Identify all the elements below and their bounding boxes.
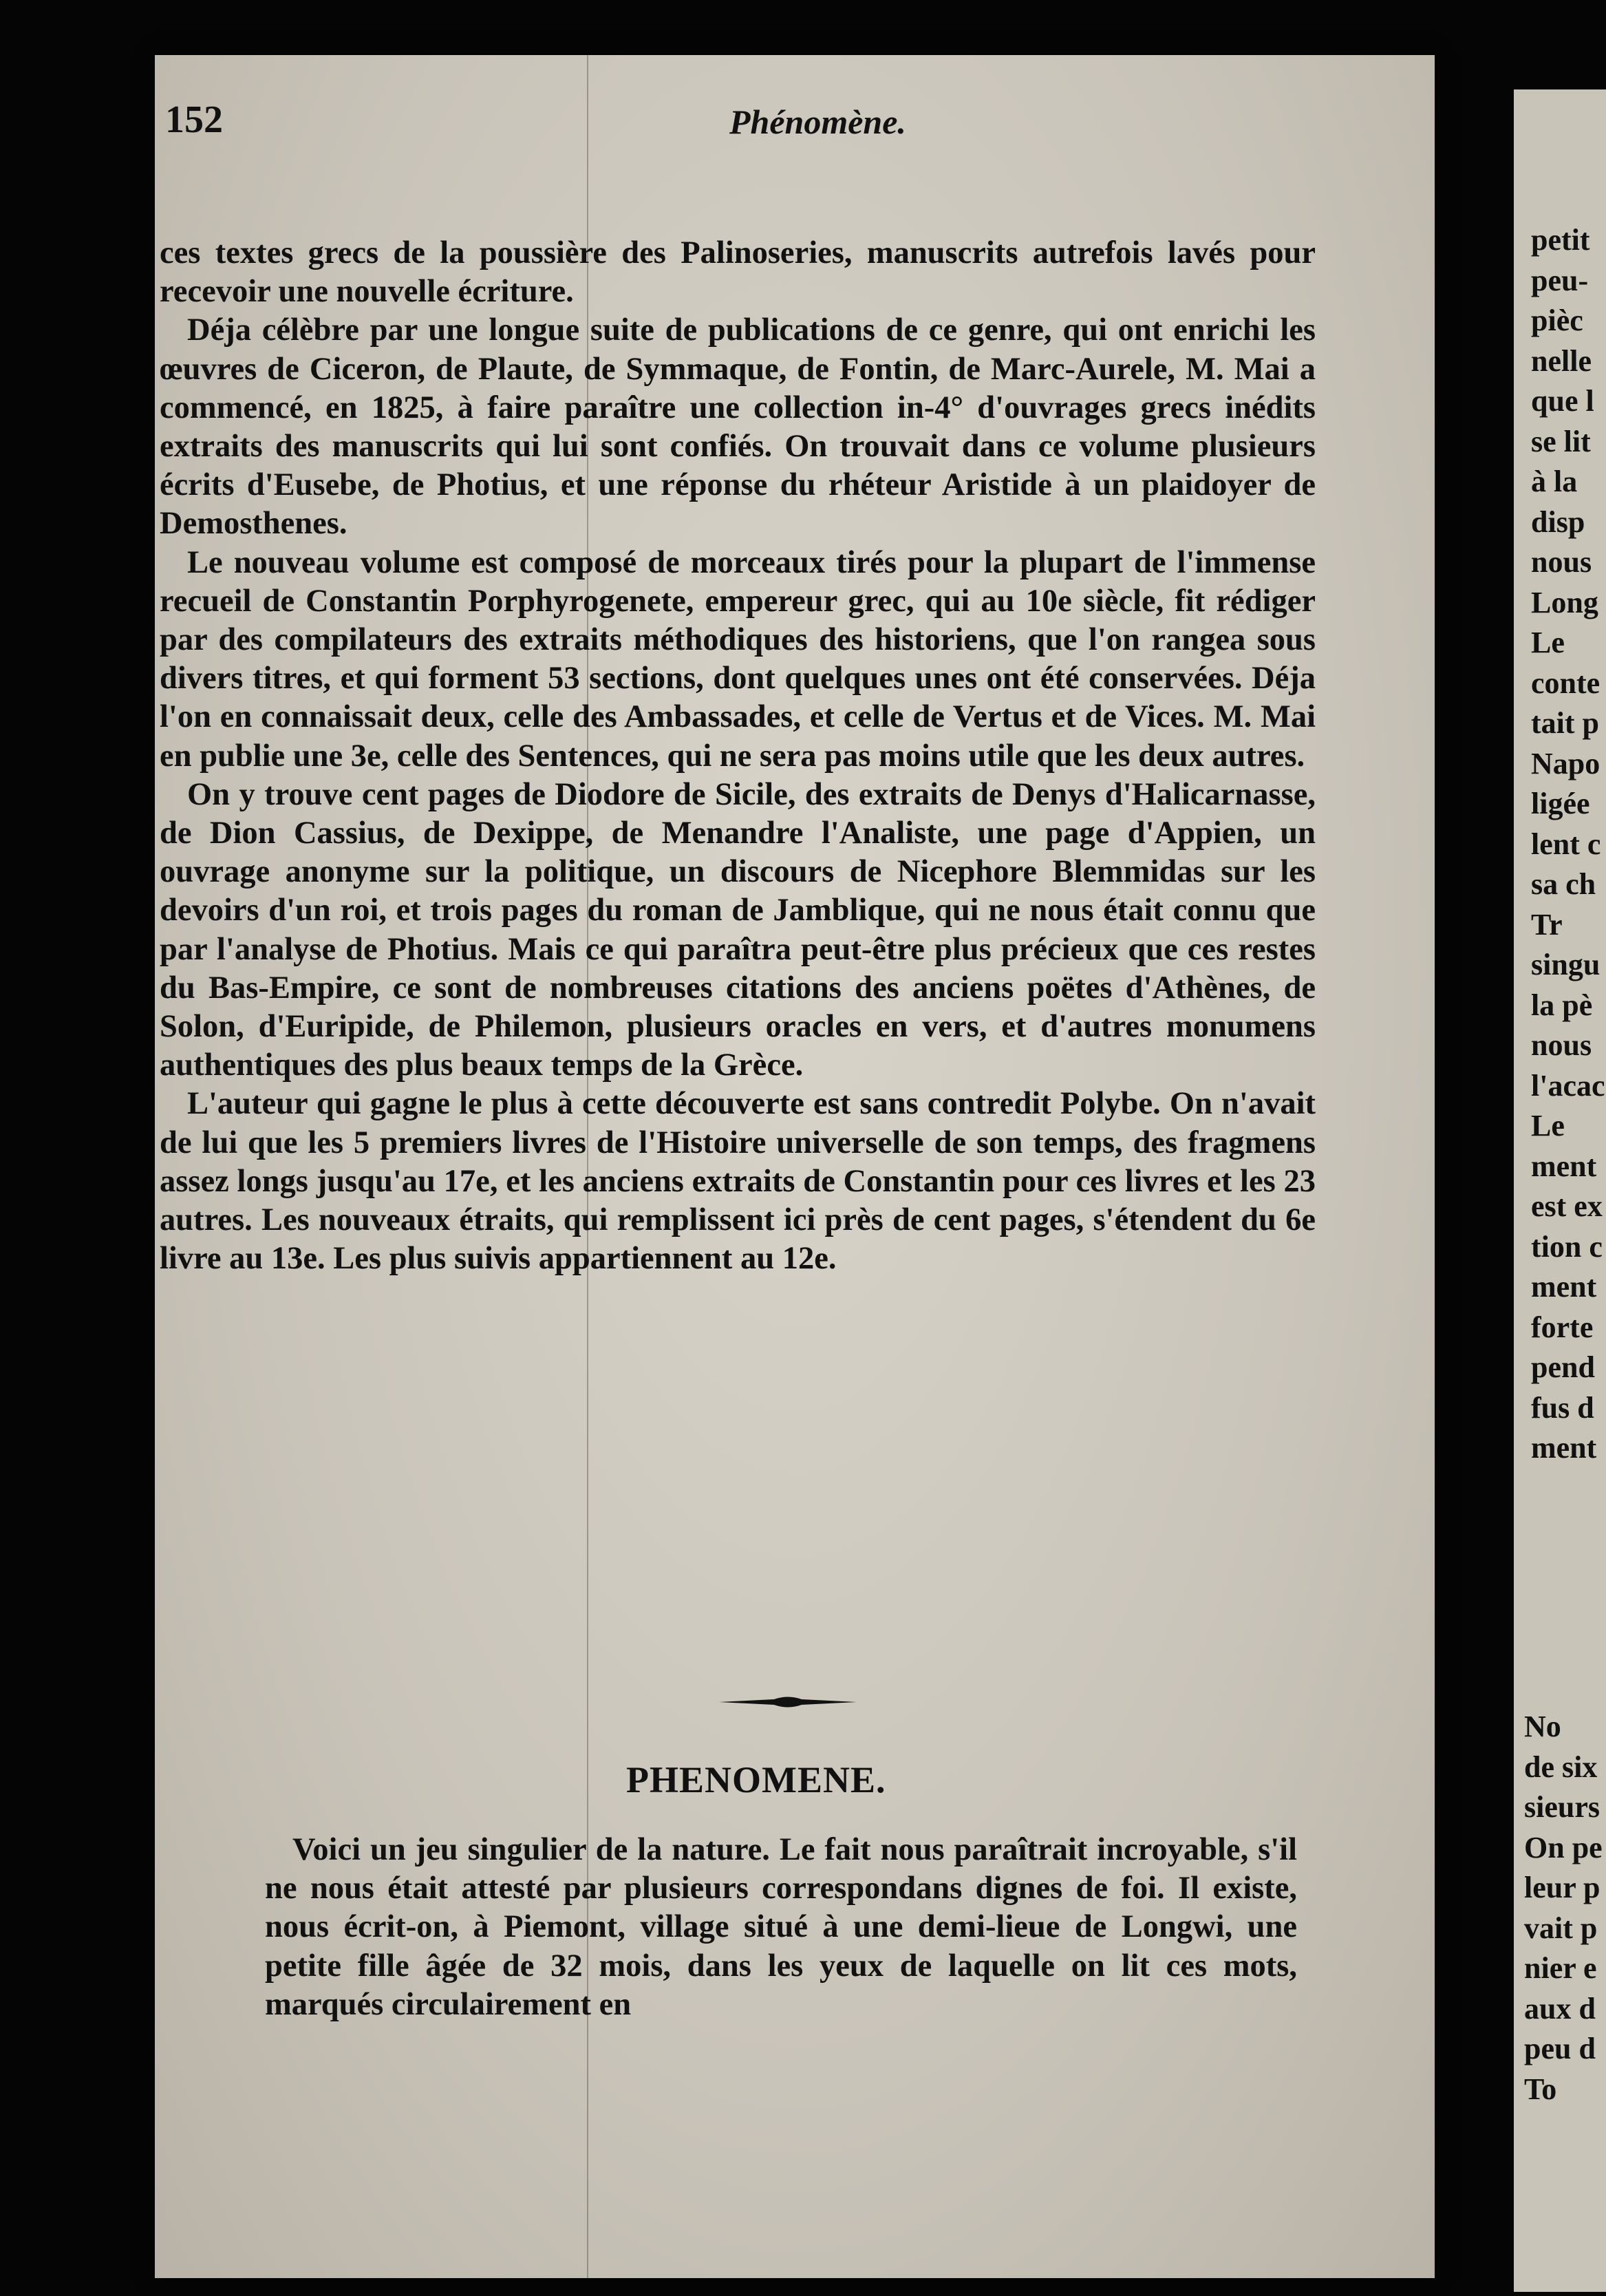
- facing-page-line: l'acac: [1531, 1068, 1605, 1103]
- facing-page-line: est ex: [1531, 1189, 1603, 1223]
- facing-page-line: disp: [1531, 504, 1585, 539]
- facing-page-line: Long: [1531, 585, 1598, 619]
- facing-page-line: nelle: [1531, 343, 1592, 378]
- facing-page-line: aux d: [1524, 1991, 1596, 2026]
- facing-page-line: tion c: [1531, 1229, 1603, 1264]
- facing-page-line: ligée: [1531, 787, 1590, 820]
- facing-page-line: ment: [1531, 1431, 1597, 1465]
- facing-page-line: se lit: [1531, 424, 1591, 458]
- facing-page-line: leur p: [1524, 1871, 1600, 1904]
- facing-page-line: nous: [1531, 1028, 1592, 1062]
- facing-page-line: vait p: [1524, 1911, 1598, 1945]
- ornament-rule: [719, 1692, 857, 1712]
- facing-page-line: sa ch: [1531, 867, 1596, 901]
- facing-page-line: sieurs: [1524, 1790, 1600, 1824]
- facing-page-line: Le: [1531, 1109, 1565, 1142]
- facing-page-line: peu-: [1531, 263, 1589, 297]
- facing-page-line: conte: [1531, 666, 1600, 700]
- facing-page-line: forte: [1531, 1310, 1594, 1344]
- facing-page-lines-bottom: [1524, 1707, 1603, 2109]
- facing-page-line: Tr: [1531, 907, 1563, 942]
- facing-page-line: No: [1524, 1710, 1561, 1743]
- facing-page-line: To: [1524, 2072, 1557, 2106]
- facing-page-line: nous: [1531, 545, 1592, 579]
- facing-page-line: ment: [1531, 1149, 1597, 1183]
- facing-page-line: pend: [1531, 1350, 1595, 1384]
- facing-page-line: On pe: [1524, 1830, 1603, 1864]
- facing-page-line: à la: [1531, 465, 1578, 498]
- facing-page-line: singu: [1531, 948, 1600, 981]
- facing-page-line: pièc: [1531, 304, 1583, 337]
- running-head: Phénomène.: [729, 103, 906, 141]
- facing-page-line: tait p: [1531, 706, 1599, 740]
- paragraph: Le nouveau volume est composé de morceaux tirés pour la plupart de l'immense recueil de Constantin Porphyrogenete, empereur grec, qui au 10e siècle, fit rédiger par des compilateurs des extraits méthodiques des historiens, que l'on rangea sous divers titres, et qui forment 53 sections, dont quelques unes ont été conservées. Déja l'on en connaissait deux, celle des Ambassades, et celle de Vertus et de Vices. M. Mai en publie une 3e, celle des Sentences, qui ne sera pas moins utile que les deux autres.: [160, 544, 1316, 774]
- paragraph: Voici un jeu singulier de la nature. Le fait nous paraîtrait incroyable, s'il ne nous était attesté par plusieurs correspondans dignes de foi. Il existe, nous écrit-on, à Piemont, village situé à une demi-lieue de Longwi, une petite fille âgée de 32 mois, dans les yeux de laquelle on lit ces mots, marqués circulairement en: [265, 1832, 1297, 2022]
- facing-page-line: de six: [1524, 1750, 1598, 1784]
- paragraph: ces textes grecs de la poussière des Palinoseries, manuscrits autrefois lavés pour recevoir une nouvelle écriture.: [160, 235, 1316, 310]
- facing-page-line: peu d: [1524, 2032, 1596, 2065]
- facing-page-line: ment: [1531, 1270, 1597, 1304]
- facing-page-line: petit: [1531, 223, 1590, 257]
- facing-page-line: Napo: [1531, 746, 1600, 780]
- facing-page-line: fus d: [1531, 1390, 1594, 1425]
- facing-page-line: la pè: [1531, 988, 1593, 1022]
- article-body: [160, 234, 1316, 1278]
- paragraph: L'auteur qui gagne le plus à cette découverte est sans contredit Polybe. On n'avait de lui que les 5 premiers livres de l'Histoire universelle de son temps, des fragmens assez longs jusqu'au 17e, et les anciens extraits de Constantin pour ces livres et les 23 autres. Les nouveaux étraits, qui remplissent ici près de cent pages, s'étendent du 6e livre au 13e. Les plus suivis appartiennent au 12e.: [160, 1086, 1316, 1277]
- facing-page: [1514, 89, 1606, 2292]
- article-body-2: [265, 1831, 1297, 2024]
- facing-page-line: que l: [1531, 384, 1594, 418]
- facing-page-line: lent c: [1531, 827, 1601, 861]
- facing-page-line: Le: [1531, 626, 1565, 659]
- page-number: 152: [165, 98, 223, 141]
- section-title: PHENOMENE.: [626, 1759, 886, 1800]
- paragraph: On y trouve cent pages de Diodore de Sicile, des extraits de Denys d'Halicarnasse, de Dion Cassius, de Dexippe, de Menandre l'Analiste, une page d'Appien, un ouvrage anonyme sur la politique, un discours de Nicephore Blemmidas sur les devoirs d'un roi, et trois pages du roman de Jamblique, qui ne nous était connu que par l'analyse de Photius. Mais ce qui paraîtra peut-être plus précieux que ces restes du Bas-Empire, ce sont de nombreuses citations des anciens poëtes d'Athènes, de Solon, d'Euripide, de Philemon, plusieurs oracles en vers, et d'autres monumens authentiques des plus beaux temps de la Grèce.: [160, 776, 1316, 1083]
- facing-page-lines-top: [1531, 220, 1605, 1469]
- page-header: [165, 98, 1307, 153]
- facing-page-line: nier e: [1524, 1951, 1597, 1985]
- paragraph: Déja célèbre par une longue suite de publications de ce genre, qui ont enrichi les œuvres de Ciceron, de Plaute, de Symmaque, de Fontin, de Marc-Aurele, M. Mai a commencé, en 1825, à faire paraître une collection in-4° d'ouvrages grecs inédits extraits des manuscrits qui lui sont confiés. On trouvait dans ce volume plusieurs écrits d'Eusebe, de Photius, et une réponse du rhéteur Aristide à un plaidoyer de Demosthenes.: [160, 312, 1316, 542]
